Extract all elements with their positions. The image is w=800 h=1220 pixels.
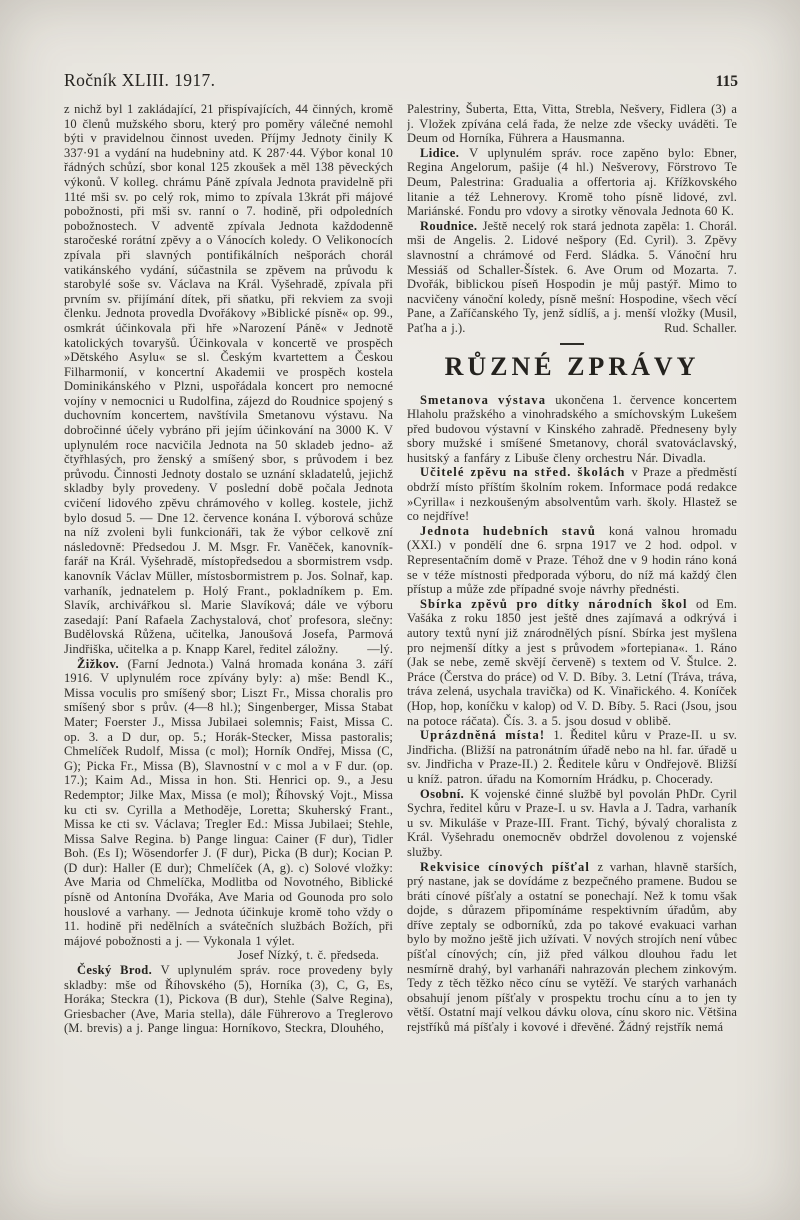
right-column <box>407 102 737 1165</box>
paragraph-lead: Uprázdněná místa! <box>420 728 554 743</box>
paragraph-lead: Český Brod. <box>77 963 161 978</box>
paragraph: Jednota hudebních stavů koná valnou hromadu (XXI.) v pondělí dne 6. srpna 1917 ve 2 hod. odpol. v Representačním domě v Praze. Téhož dne v 9 hodin ráno koná se v téže místnosti předporada výboru, do níž má každý člen přístup a může zde případné svoje návrhy přednésti. <box>407 523 737 597</box>
left-column <box>64 102 393 1165</box>
paragraph-lead: Sbírka zpěvů pro dítky národních škol <box>420 596 697 611</box>
paragraph: z nichž byl 1 zakládající, 21 přispívajících, 44 činných, kromě 10 členů mužského sboru, který pro poměry válečné nemohl býti v pravidelnou činnost uveden. Příjmy Jednoty činily K 337·91 a vydání na hudebniny atd. K 287·44. Výbor konal 10 řádných schůzí, sbor konal 125 zkoušek a měl 138 pěveckých výkonů. V kolleg. chrámu Páně zpívala Jednota pravidelně při 11té mši sv. po celý rok, mimo to zpívala 13krát při májové pobožnosti, při mši sv. ranní o 7. hodině, při odpoledních pobožnostech. V adventě zpívala Jednota každodenně staročeské rorátní zpěvy a o Vánocích koledy. O Velikonocích zpívala při slavných pontifikálních nešporách chorál vatikánského vydání, súčastnila se zpěvem na průvodu k starobylé soše sv. Václava na Král. Vyšehradě, zpívala při prvním sv. přijímání dítek, při sňatku, při rekviem za svoji členku. Jednota provedla Dvořákovy »Biblické písně« op. 99., osmkrát účinkovala při hře »Narození Páně« v Jednotě katolických tovaryšů. Účinkovala v koncertě ve prospěch »Dětského Asylu« se sl. Českým kvartettem a Českou Filharmonií, v koncertní Akademii ve prospěch kostela Dominikánského v Plzni, uspořádala koncert pro nemocné vojíny v nemocnici u Rudolfina, zájezd do Roudnice spojený s duchovním koncertem, navštívila Smetanovu výstavu. Na dobročinné účely vybráno při jejím účinkování na 3000 K. V uplynulém roce nacvičila Jednota na 50 skladeb jedno- až čtyřhlasých, pro ženský a smíšený sbor, s průvodem i bez průvodu. Činnosti Jednoty dostalo se uznání skladatelů, jejichž skladby byly provedeny. V poslední době počala Jednota cvičení lidového zpěvu chrámového v kolleg. kostele, jichž bylo dosud 5. — Dne 12. července konána I. výborová schůze na níž zvoleni byli funkcionáři, tak že výbor celkově zní následovně: Předsedou J. M. Msgr. Fr. Vaněček, kanovník-farář na Král. Vyšehradě, místopředsedou a sbormistrem vsdp. kanovník Václav Müller, místosbormistrem p. Jos. Solnař, kap. varhaník, jednatelem p. Holý Frant., pokladníkem p. Em. Slavík, archivářkou sl. Marie Slavíková; dále ve výboru zasedají: Paní Rafaela Zachystalová, choť profesora, slečny: Budělovská Růžena, učitelka, Janoušová Josefa, Parmová Jindřiška, učitelka a p. Knapp Karel, ředitel záložny. <box>64 102 393 656</box>
paragraph: Rekvisice cínových píšťal z varhan, hlavně starších, prý nastane, jak se dovídáme z bezpečného pramene. Budou se bráti cínové píšťaly a ostatní se ponechají. Než k tomu však dojde, s důrazem připomínáme respektivním úřadům, aby dříve zeptaly se odborníků, zda po takové evakuaci varhan bylo by možno ještě jich užívati. V nových strojích není vůbec píšťal cínových; cín, již před válkou dlouhou řadu let nesmírně drahý, byl varhanáři nahrazován plechem zinkovým. Tedy z těch těžko něco cínu se vytěží. Ve starých varhanách obsahují jenom píšťaly v prospektu trochu cínu a to jen ty větší. Ostatní mají velkou dávku olova, cínu skoro nic. Většina rejstříků má píšťaly i kovové i dřevěné. Žádný rejstřík nemá <box>407 859 737 1035</box>
paragraph: Smetanova výstava ukončena 1. července koncertem Hlaholu pražského a vinohradského a smíchovským Lukešem před budovou výstavní v Kinského zahradě. Předneseny byly sbory mužské i smíšené Smetanovy, chorál svatováclavský, husitský a fanfáry z Libuše členy orchestru Nár. Divadla. <box>407 392 737 465</box>
paragraph-lead: Rekvisice cínových píšťal <box>420 859 598 874</box>
paragraph-lead: Učitelé zpěvu na střed. školách <box>420 465 632 480</box>
volume-label: Ročník XLIII. 1917. <box>64 70 216 90</box>
paragraph-lead: Roudnice. <box>420 218 483 233</box>
paragraph-lead: Jednota hudebních stavů <box>420 523 609 538</box>
section-heading: RŮZNÉ ZPRÁVY <box>444 351 700 381</box>
signature: Josef Nízký, t. č. předseda. <box>237 948 379 963</box>
paragraph: Lidice. V uplynulém správ. roce zapěno bylo: Ebner, Regina Angelorum, pašije (4 hl.) Nešverovy, Förstrovo Te Deum, Palestrina: Gradualia a offertoria aj. Křížkovského litanie a též Lehnerovy. Kromě toho písně lidové, zvl. Mariánské. Fondu pro vdovy a sirotky věnovala Jednota 60 K. <box>407 145 737 219</box>
paragraph: Palestriny, Šuberta, Etta, Vitta, Strebla, Nešvery, Fidlera (3) a j. Vložek zpívána celá řada, že nelze zde všecky uváděti. Te Deum od Horníka, Führera a Hausmanna. <box>407 102 737 146</box>
section-divider <box>560 343 584 345</box>
paragraph: Český Brod. V uplynulém správ. roce provedeny byly skladby: mše od Říhovského (5), Horníka (3), C, G, Es, Horáka; Steckra (1), Pickova (B dur), Stehle (Salve Regina), Griesbacher (Ave, Maria stella), dále Führerovo a Treglerovo (M. brevis) a j. Pange lingua: Horníkovo, Steckra, Dlouhého, <box>64 963 393 1036</box>
paragraph-lead: Osobní. <box>420 786 471 801</box>
paragraph: Učitelé zpěvu na střed. školách v Praze a předměstí obdrží místo příštím školním rokem. Informace podá redakce »Cyrilla« i nezkoušeným absolventům varh. školy. Hlastež se co nejdříve! <box>407 465 737 524</box>
page-number: 115 <box>715 73 738 90</box>
paragraph: Uprázdněná místa! 1. Ředitel kůru v Praze-II. u sv. Jindřicha. (Bližší na patronátním úřadě nebo na hl. far. úřadě u sv. Jindřicha v Praze-II.) 2. Ředitele kůru v Ondřejově. Bližší u kníž. patron. úřadu na Komorním Hrádku, p. Chocerady. <box>407 728 737 786</box>
page-header <box>64 70 738 91</box>
signature: —lý. <box>367 641 393 656</box>
paragraph-lead: Žižkov. <box>77 656 128 671</box>
signature: Rud. Schaller. <box>664 320 737 335</box>
paragraph: Osobní. K vojenské činné službě byl povolán PhDr. Cyril Sychra, ředitel kůru v Praze-I. u sv. Havla a J. Tadra, varhaník u sv. Mikuláše v Praze-III. Frant. Tichý, bývalý choralista z Král. Vyšehradu onemocněv obdržel dovolenou z vojenské služby. <box>407 786 737 859</box>
paragraph: Roudnice. Ještě necelý rok stará jednota zapěla: 1. Chorál. mši de Angelis. 2. Lidové nešpory (Ed. Cyril). 3. Zpěvy slavnostní a chrámové od Ferd. Sládka. 5. Vánoční hru Messiáš od Schaller-Šístek. 6. Ave Orum od Mozarta. 7. Dvořák, biblickou píseň Hospodin je můj pastýř. Mimo to nacvičeny vánoční koledy, písně mešní: Hospodine, všech věcí Pane, a Zaříčanského Ty, jenž sídlíš, a j. menší vložky (Musil, Paťha a j.). <box>407 218 737 335</box>
paragraph: Žižkov. (Farní Jednota.) Valná hromada konána 3. září 1916. V uplynulém roce zpívány byly: a) mše: Bendl K., Missa voculis pro smíšený sbor; Liszt Fr., Missa choralis pro smíšený sbor s prův. (4—8 hl.); Singenberger, Missa Stabat Mater; Foerster J., Missa Jubilaei solemnis; Faist, Missa C. op. 3. a D dur, op. 5.; Horák-Stecker, Missa pastoralis; Chmelíček Rudolf, Missa (c mol); Horník Ondřej, Missa (C, G); Picka Fr., Missa (B), Slavnostní v c mol a v F dur. (op. 17.); Kaim Ad., Missa in hon. Sti. Henrici op. 9., a Jesu Redemptor; Jilke Max, Missa (e mol); Říhovský Vojt., Missa ku cti sv. Cyrilla a Methoděje, Loretta; Skuherský Frant., Missa ke cti sv. Václava; Tregler Ed.: Missa Jubilaei; Stehle, Missa Salve Regina. b) Pange lingua: Cainer (F dur), Tidler Boh. (Es I); Wösendorfer J. (F dur), Picka (B dur); Kocian P. (D dur): Haller (E dur); Chmelíček (A, g). c) Solové vložky: Ave Maria od Chmelíčka, Modlitba od Novotného, Biblické písně od Antonína Dvořáka, Ave Maria od Gounoda pro solo houslové a varhany. — Jednota účinkuje kromě toho vždy o 11. hodině při nedělních a svátečních službách Božích, při májové pobožnosti a j. — Vykonala 1 výlet. <box>64 656 393 948</box>
paragraph: Sbírka zpěvů pro dítky národních škol od Em. Vašáka z roku 1850 jest ještě dnes zajímavá a odkrývá i autory textů nyní již znárodnělých písní. Sbírka jest myšlena pro nejmenší dítky a jest s průvodem »fortepiana«. 1. Ráno (Jak se nebe, země skvějí červeně) s textem od V. Štulce. 2. Práce (Čerstva do práce) od V. D. Bíby. 3. Letní (Tráva, tráva, tráva zelená, usychala travička) od K. Vinařického. 4. Koníček (Hop, hop, koníčku v kalop) od V. D. Bíby. 5. Raci (Jsou, jsou na potoce ráčata). Čís. 3. a 5. jsou dosud v oblibě. <box>407 596 737 728</box>
paragraph-lead: Lidice. <box>420 145 470 160</box>
paragraph-lead: Smetanova výstava <box>420 392 556 407</box>
